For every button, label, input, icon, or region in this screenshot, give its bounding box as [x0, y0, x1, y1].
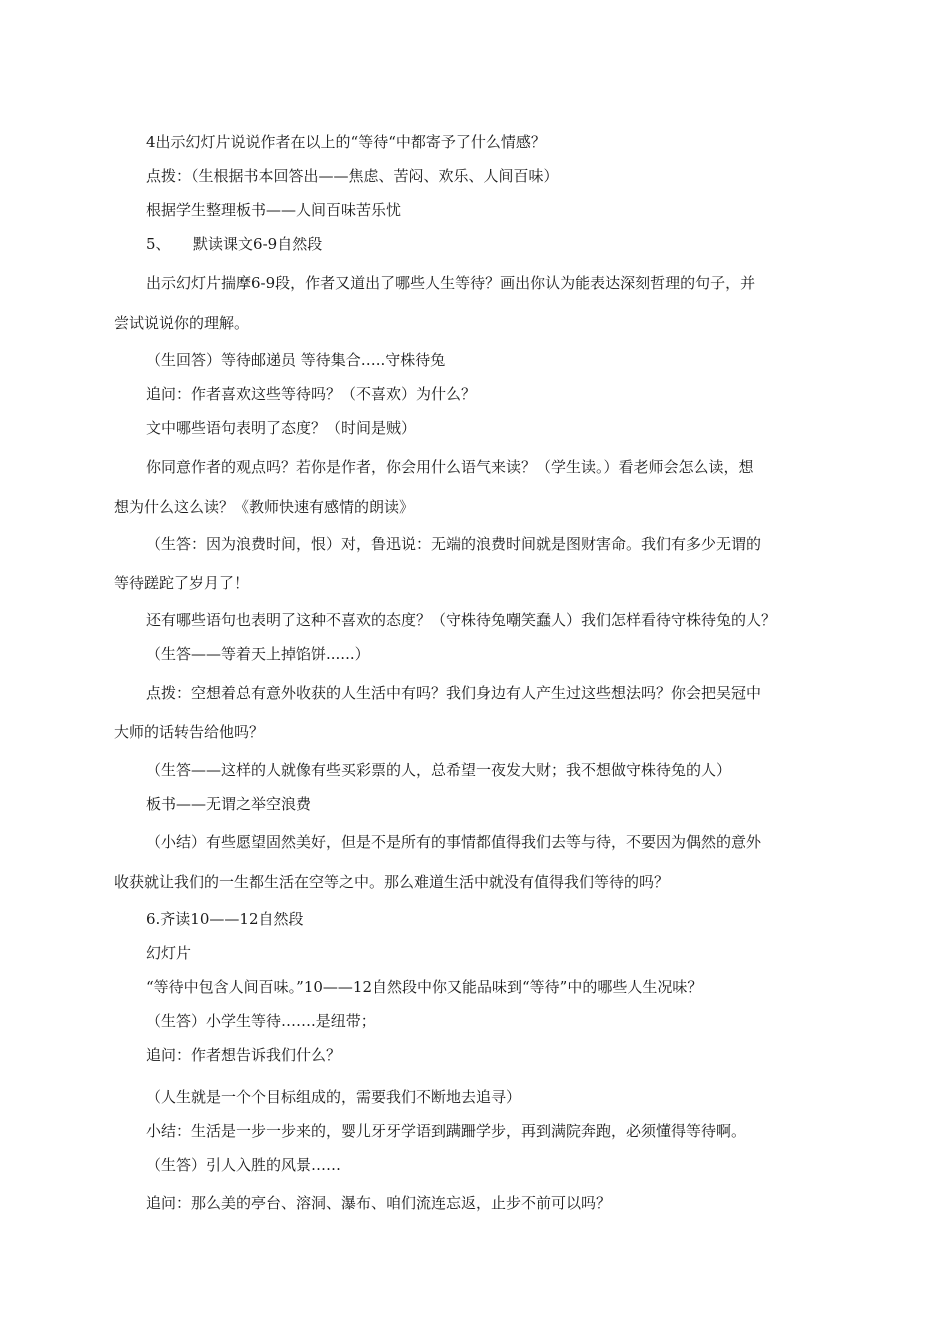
text-line: （小结）有些愿望固然美好，但是不是所有的事情都值得我们去等与待，不要因为偶然的意外: [146, 833, 762, 851]
section-heading: 6.齐读10——12自然段: [146, 910, 304, 928]
text-line: 追问：作者想告诉我们什么？: [146, 1046, 342, 1064]
text-line: 幻灯片: [146, 944, 192, 962]
text-line: （生答）小学生等待…….是纽带；: [146, 1012, 376, 1030]
text-line: 文中哪些语句表明了态度？（时间是贼）: [146, 419, 417, 437]
text-line: （生答——等着天上掉馅饼......）: [146, 645, 370, 663]
text-line: 点拨：空想着总有意外收获的人生活中有吗？我们身边有人产生过这些想法吗？你会把吴冠中: [146, 684, 762, 702]
text-line: 追问：作者喜欢这些等待吗？（不喜欢）为什么？: [146, 385, 477, 403]
text-line: 还有哪些语句也表明了这种不喜欢的态度？（守株待兔嘲笑蠢人）我们怎样看待守株待兔的人？: [146, 611, 777, 629]
text-line: 收获就让我们的一生都生活在空等之中。那么难道生活中就没有值得我们等待的吗？: [114, 873, 670, 891]
text-line: 你同意作者的观点吗？若你是作者，你会用什么语气来读？（学生读。）看老师会怎么读，想: [146, 458, 754, 476]
text-line: 出示幻灯片揣摩6-9段，作者又道出了哪些人生等待？画出你认为能表达深刻哲理的句子，并: [146, 274, 756, 292]
text-line: 大师的话转告给他吗？: [114, 723, 265, 741]
section-heading: 5、 默读课文6-9自然段: [146, 235, 323, 253]
text-line: 想为什么这么读？《教师快速有感情的朗读》: [114, 498, 415, 516]
text-line: 等待蹉跎了岁月了！: [114, 574, 250, 592]
text-line: 小结：生活是一步一步来的，婴儿牙牙学语到蹒跚学步，再到满院奔跑，必须懂得等待啊。: [146, 1122, 747, 1140]
text-line: “等待中包含人间百味。”10——12自然段中你又能品味到“等待”中的哪些人生况味？: [146, 978, 703, 996]
text-line: 追问：那么美的亭台、溶洞、瀑布、咱们流连忘返，止步不前可以吗？: [146, 1194, 612, 1212]
text-line: （生答——这样的人就像有些买彩票的人，总希望一夜发大财；我不想做守株待兔的人）: [146, 761, 732, 779]
text-line: （生答：因为浪费时间，恨）对，鲁迅说：无端的浪费时间就是图财害命。我们有多少无谓的: [146, 535, 762, 553]
text-line: （生回答）等待邮递员 等待集合…..守株待兔: [146, 351, 446, 369]
text-line: （生答）引人入胜的风景……: [146, 1156, 342, 1174]
text-line: （人生就是一个个目标组成的，需要我们不断地去追寻）: [146, 1088, 522, 1106]
text-line: 根据学生整理板书——人间百味苦乐忧: [146, 201, 402, 219]
text-line: 板书——无谓之举空浪费: [146, 795, 312, 813]
text-line: 点拨：（生根据书本回答出——焦虑、苦闷、欢乐、人间百味）: [146, 167, 559, 185]
text-line: 尝试说说你的理解。: [114, 314, 250, 332]
text-line: 4出示幻灯片说说作者在以上的“等待“中都寄予了什么情感？: [146, 133, 546, 151]
